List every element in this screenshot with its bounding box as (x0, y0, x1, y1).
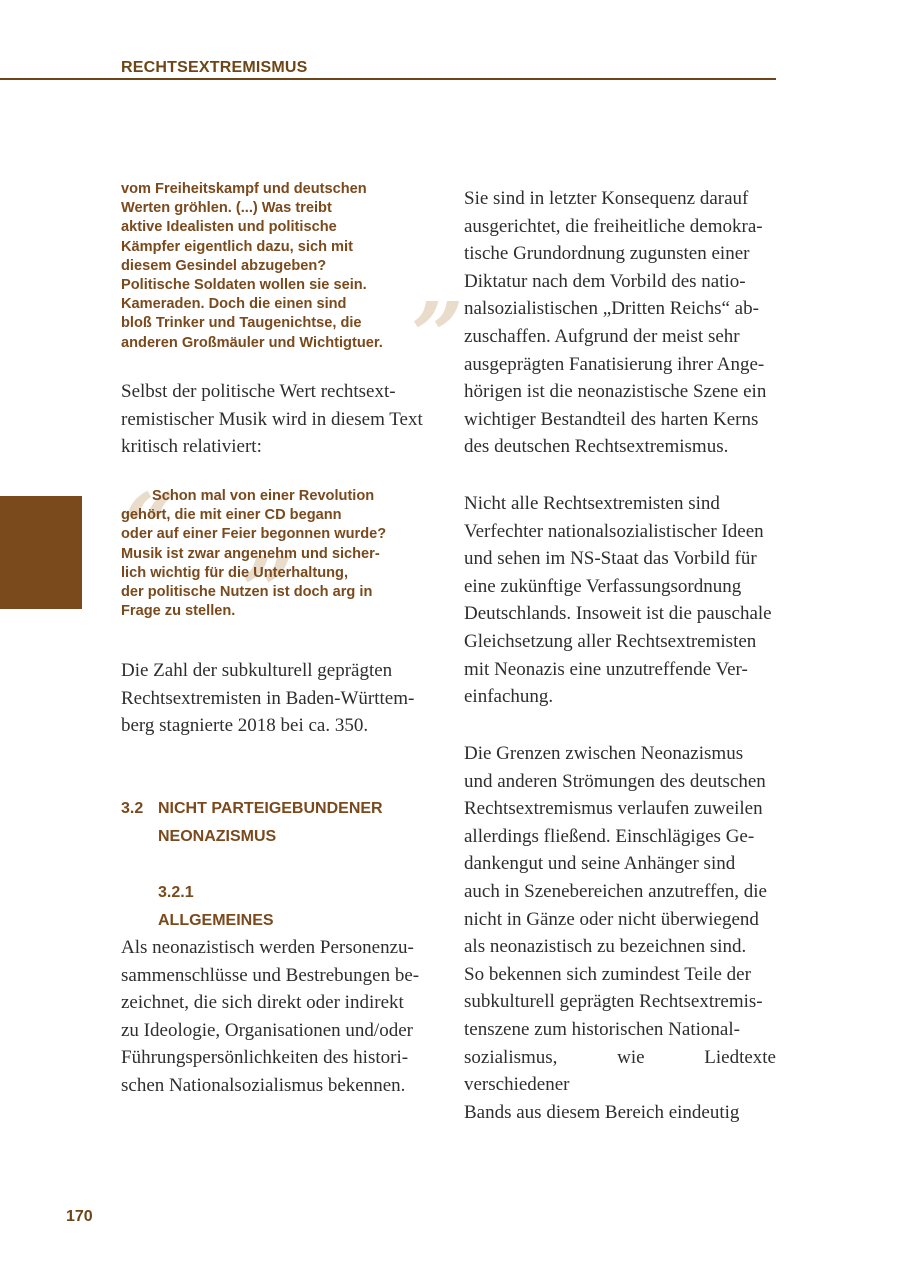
header-title: RECHTSEXTREMISMUS (121, 59, 308, 76)
subsection-title: ALLGEMEINES (158, 912, 274, 929)
quote-block-1 (121, 180, 464, 390)
quote-text-2: Schon mal von einer Revolution gehört, die mit einer CD begann oder auf einer Feier begonnen wurde? Musik ist zwar angenehm und sicher- lich wichtig für die Unterhaltung, der politische Nutzen ist doch arg in Frage zu stellen. (121, 488, 387, 620)
left-paragraph-3: Als neonazistisch werden Personenzu- sammenschlüsse und Bestrebungen be- zeichnet, die sich direkt oder indirekt zu Ideologie, Organisationen und/oder Führungspersönlichkeiten des histori- schen Nationalsozialismus bekennen. (121, 937, 420, 1096)
chapter-marker (0, 496, 82, 609)
section-title-line2: NEONAZISMUS (158, 828, 277, 845)
running-header (0, 58, 776, 80)
right-paragraph-3: Die Grenzen zwischen Neonazismus und anderen Strömungen des deutschen Rechtsextremismus verlaufen zuweilen allerdings fließend. Einschlägiges Ge- dankengut und seine Anhänger sind auch in Szenebereichen anzutreffen, die nicht in Gänze oder nicht überwiegend als neonazistisch zu bezeichnen sind. So bekennen sich zumindest Teile der subkulturell geprägten Rechtsextremis- tenszene zum historischen National- sozialismus, wie Liedtexte verschiedener Bands aus diesem Bereich eindeutig (464, 743, 776, 1123)
quote-text-1: vom Freiheitskampf und deutschen Werten gröhlen. (...) Was treibt aktive Idealisten und politische Kämpfer eigentlich dazu, sich mit diesem Gesindel abzugeben? Politische Soldaten wollen sie sein. Kameraden. Doch die einen sind bloß Trinker und Taugenichtse, die anderen Großmäuler und Wichtigtuer. (121, 181, 383, 351)
page-number: 170 (66, 1208, 93, 1225)
left-paragraph-1: Selbst der politische Wert rechtsext- remistischer Musik wird in diesem Text kritisch relativiert: (121, 381, 423, 458)
section-number: 3.2 (121, 800, 144, 817)
closing-quote-mark-icon: ” (411, 282, 464, 390)
right-paragraph-2: Nicht alle Rechtsextremisten sind Verfechter nationalsozialistischer Ideen und sehen im NS-Staat das Vorbild für eine zukünftige Verfassungsordnung Deutschlands. Insoweit ist die pauschale Gleichsetzung aller Rechtsextremisten mit Neonazis eine unzutreffende Ver- einfachung. (464, 493, 772, 708)
section-title-line1: NICHT PARTEIGEBUNDENER (158, 800, 383, 817)
opening-quote-mark-icon: “ (123, 473, 176, 581)
left-paragraph-2: Die Zahl der subkulturell geprägten Rechtsextremisten in Baden-Württem- berg stagnierte 2018 bei ca. 350. (121, 660, 415, 737)
right-paragraph-1: Sie sind in letzter Konsequenz darauf ausgerichtet, die freiheitliche demokra- tische Grundordnung zugunsten einer Diktatur nach dem Vorbild des natio- nalsozialistischen „Dritten Reichs“ ab- zuschaffen. Aufgrund der meist sehr ausgeprägten Fanatisierung ihrer Ange- hörigen ist die neonazistische Szene ein wichtiger Bestandteil des harten Kerns des deutschen Rechtsextremismus. (464, 188, 767, 458)
closing-quote-mark-icon: ” (241, 537, 294, 645)
quote-block-2 (121, 473, 441, 645)
section-heading (121, 795, 441, 851)
subsection-heading (158, 879, 438, 935)
subsection-number: 3.2.1 (158, 884, 194, 901)
